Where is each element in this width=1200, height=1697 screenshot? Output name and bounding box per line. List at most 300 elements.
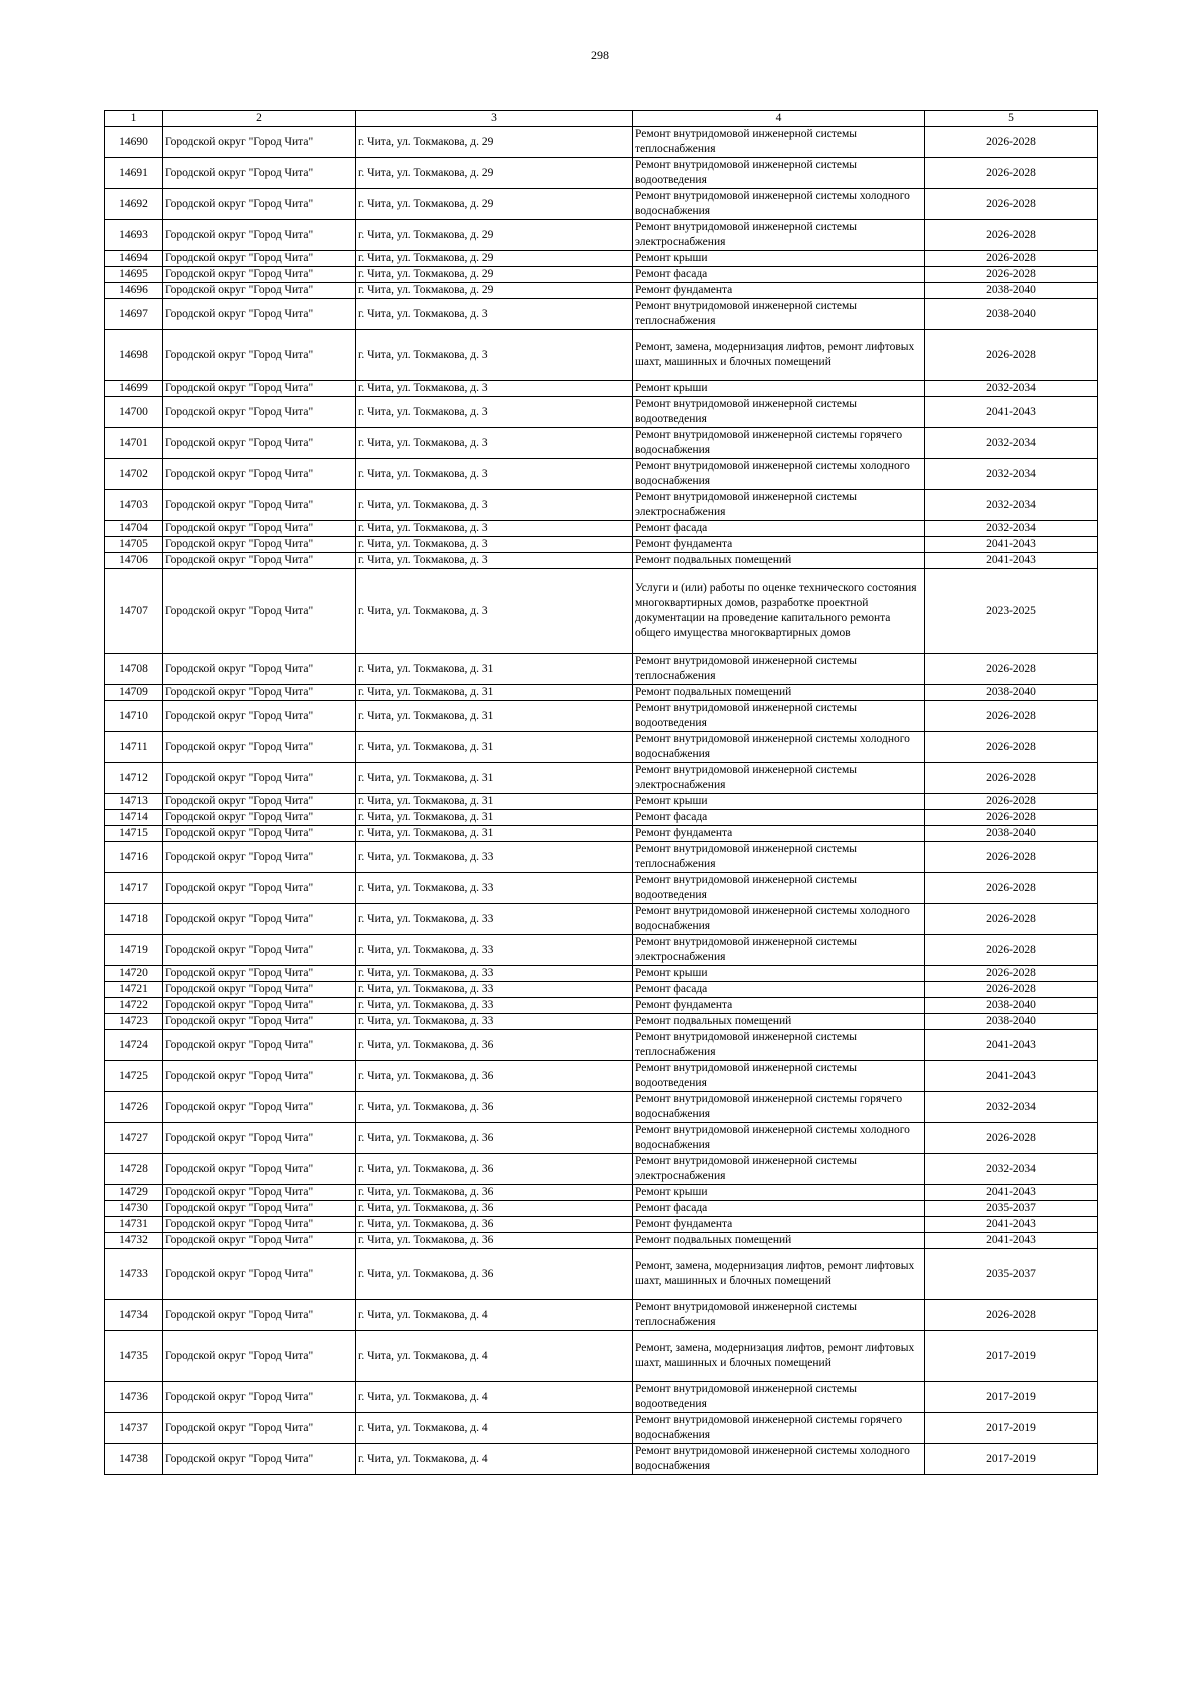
row-number: 14701 [105,428,163,459]
row-work-type: Ремонт подвальных помещений [633,553,925,569]
row-address: г. Чита, ул. Токмакова, д. 33 [356,982,633,998]
row-address: г. Чита, ул. Токмакова, д. 36 [356,1092,633,1123]
row-number: 14713 [105,794,163,810]
row-period: 2026-2028 [925,267,1098,283]
row-municipality: Городской округ "Город Чита" [163,1382,356,1413]
row-period: 2026-2028 [925,1300,1098,1331]
row-period: 2026-2028 [925,873,1098,904]
row-address: г. Чита, ул. Токмакова, д. 29 [356,220,633,251]
row-municipality: Городской округ "Город Чита" [163,490,356,521]
row-address: г. Чита, ул. Токмакова, д. 29 [356,251,633,267]
row-number: 14707 [105,569,163,654]
table-row [105,935,1098,966]
header-col-3: 3 [356,111,633,127]
row-municipality: Городской округ "Город Чита" [163,521,356,537]
row-municipality: Городской округ "Город Чита" [163,1331,356,1382]
row-work-type: Ремонт, замена, модернизация лифтов, ремонт лифтовых шахт, машинных и блочных помещений [633,330,925,381]
row-municipality: Городской округ "Город Чита" [163,220,356,251]
row-period: 2032-2034 [925,428,1098,459]
row-work-type: Ремонт внутридомовой инженерной системы теплоснабжения [633,1030,925,1061]
row-address: г. Чита, ул. Токмакова, д. 3 [356,569,633,654]
row-address: г. Чита, ул. Токмакова, д. 33 [356,873,633,904]
row-period: 2041-2043 [925,1217,1098,1233]
table-row [105,220,1098,251]
table-row [105,553,1098,569]
row-work-type: Ремонт внутридомовой инженерной системы теплоснабжения [633,127,925,158]
row-work-type: Ремонт фундамента [633,283,925,299]
row-number: 14732 [105,1233,163,1249]
row-address: г. Чита, ул. Токмакова, д. 33 [356,842,633,873]
row-number: 14729 [105,1185,163,1201]
row-municipality: Городской округ "Город Чита" [163,1092,356,1123]
row-period: 2026-2028 [925,810,1098,826]
row-municipality: Городской округ "Город Чита" [163,998,356,1014]
table-row [105,299,1098,330]
table-row [105,1331,1098,1382]
table-row [105,381,1098,397]
table-row [105,654,1098,685]
row-number: 14725 [105,1061,163,1092]
row-work-type: Ремонт внутридомовой инженерной системы водоотведения [633,158,925,189]
row-work-type: Ремонт внутридомовой инженерной системы горячего водоснабжения [633,428,925,459]
row-address: г. Чита, ул. Токмакова, д. 33 [356,998,633,1014]
row-number: 14704 [105,521,163,537]
table-row [105,1092,1098,1123]
row-period: 2041-2043 [925,1061,1098,1092]
row-address: г. Чита, ул. Токмакова, д. 3 [356,553,633,569]
row-period: 2032-2034 [925,459,1098,490]
row-work-type: Ремонт подвальных помещений [633,1014,925,1030]
row-municipality: Городской округ "Город Чита" [163,826,356,842]
row-municipality: Городской округ "Город Чита" [163,569,356,654]
row-number: 14697 [105,299,163,330]
row-municipality: Городской округ "Город Чита" [163,251,356,267]
row-period: 2026-2028 [925,732,1098,763]
row-period: 2026-2028 [925,794,1098,810]
row-municipality: Городской округ "Город Чита" [163,381,356,397]
row-address: г. Чита, ул. Токмакова, д. 33 [356,966,633,982]
row-work-type: Ремонт крыши [633,794,925,810]
row-number: 14693 [105,220,163,251]
table-row [105,826,1098,842]
row-period: 2038-2040 [925,299,1098,330]
row-number: 14734 [105,1300,163,1331]
table-row [105,1030,1098,1061]
row-period: 2038-2040 [925,998,1098,1014]
row-work-type: Ремонт фундамента [633,826,925,842]
row-municipality: Городской округ "Город Чита" [163,158,356,189]
row-address: г. Чита, ул. Токмакова, д. 31 [356,794,633,810]
table-row [105,810,1098,826]
row-address: г. Чита, ул. Токмакова, д. 33 [356,904,633,935]
row-number: 14738 [105,1444,163,1475]
table-row [105,982,1098,998]
table-row [105,1249,1098,1300]
row-work-type: Ремонт внутридомовой инженерной системы водоотведения [633,873,925,904]
row-work-type: Ремонт внутридомовой инженерной системы холодного водоснабжения [633,904,925,935]
row-municipality: Городской округ "Город Чита" [163,810,356,826]
row-work-type: Ремонт крыши [633,251,925,267]
row-municipality: Городской округ "Город Чита" [163,330,356,381]
row-work-type: Ремонт внутридомовой инженерной системы холодного водоснабжения [633,1444,925,1475]
table-row [105,1413,1098,1444]
row-address: г. Чита, ул. Токмакова, д. 36 [356,1154,633,1185]
row-municipality: Городской округ "Город Чита" [163,982,356,998]
row-municipality: Городской округ "Город Чита" [163,1014,356,1030]
row-number: 14696 [105,283,163,299]
row-municipality: Городской округ "Город Чита" [163,397,356,428]
row-work-type: Ремонт внутридомовой инженерной системы теплоснабжения [633,654,925,685]
table-row [105,1061,1098,1092]
row-period: 2026-2028 [925,330,1098,381]
row-number: 14702 [105,459,163,490]
header-col-5: 5 [925,111,1098,127]
row-address: г. Чита, ул. Токмакова, д. 29 [356,283,633,299]
row-work-type: Ремонт внутридомовой инженерной системы холодного водоснабжения [633,459,925,490]
row-period: 2032-2034 [925,381,1098,397]
row-work-type: Ремонт внутридомовой инженерной системы электроснабжения [633,763,925,794]
row-period: 2026-2028 [925,842,1098,873]
row-work-type: Ремонт фасада [633,521,925,537]
table-row [105,904,1098,935]
table-row [105,873,1098,904]
row-work-type: Ремонт внутридомовой инженерной системы электроснабжения [633,490,925,521]
row-number: 14737 [105,1413,163,1444]
row-address: г. Чита, ул. Токмакова, д. 3 [356,459,633,490]
header-col-1: 1 [105,111,163,127]
row-period: 2026-2028 [925,1123,1098,1154]
table-row [105,267,1098,283]
row-number: 14694 [105,251,163,267]
row-work-type: Ремонт внутридомовой инженерной системы горячего водоснабжения [633,1413,925,1444]
table-row [105,794,1098,810]
row-number: 14715 [105,826,163,842]
header-col-2: 2 [163,111,356,127]
row-address: г. Чита, ул. Токмакова, д. 3 [356,537,633,553]
row-number: 14720 [105,966,163,982]
row-municipality: Городской округ "Город Чита" [163,459,356,490]
row-period: 2017-2019 [925,1413,1098,1444]
row-period: 2026-2028 [925,251,1098,267]
table-row [105,1444,1098,1475]
table-row [105,1014,1098,1030]
row-work-type: Ремонт внутридомовой инженерной системы горячего водоснабжения [633,1092,925,1123]
row-address: г. Чита, ул. Токмакова, д. 4 [356,1300,633,1331]
row-address: г. Чита, ул. Токмакова, д. 3 [356,381,633,397]
page-number: 298 [591,48,609,62]
row-period: 2038-2040 [925,283,1098,299]
row-municipality: Городской округ "Город Чита" [163,1300,356,1331]
row-work-type: Ремонт крыши [633,1185,925,1201]
row-work-type: Ремонт внутридомовой инженерной системы холодного водоснабжения [633,1123,925,1154]
row-work-type: Ремонт фасада [633,810,925,826]
row-number: 14705 [105,537,163,553]
row-address: г. Чита, ул. Токмакова, д. 36 [356,1185,633,1201]
table-row [105,251,1098,267]
row-municipality: Городской округ "Город Чита" [163,654,356,685]
row-number: 14698 [105,330,163,381]
row-period: 2026-2028 [925,966,1098,982]
row-period: 2026-2028 [925,935,1098,966]
row-municipality: Городской округ "Город Чита" [163,1444,356,1475]
row-period: 2017-2019 [925,1382,1098,1413]
row-municipality: Городской округ "Город Чита" [163,873,356,904]
table-row [105,1201,1098,1217]
row-period: 2026-2028 [925,763,1098,794]
row-number: 14717 [105,873,163,904]
row-address: г. Чита, ул. Токмакова, д. 3 [356,521,633,537]
table-row [105,189,1098,220]
row-period: 2035-2037 [925,1249,1098,1300]
row-address: г. Чита, ул. Токмакова, д. 29 [356,267,633,283]
row-number: 14722 [105,998,163,1014]
row-work-type: Ремонт, замена, модернизация лифтов, ремонт лифтовых шахт, машинных и блочных помещений [633,1249,925,1300]
row-municipality: Городской округ "Город Чита" [163,685,356,701]
table-row [105,732,1098,763]
row-address: г. Чита, ул. Токмакова, д. 31 [356,701,633,732]
row-work-type: Ремонт внутридомовой инженерной системы водоотведения [633,397,925,428]
row-address: г. Чита, ул. Токмакова, д. 33 [356,935,633,966]
table-body [105,127,1098,1475]
row-work-type: Ремонт крыши [633,966,925,982]
table-row [105,127,1098,158]
row-number: 14710 [105,701,163,732]
table-row [105,428,1098,459]
row-municipality: Городской округ "Город Чита" [163,267,356,283]
row-address: г. Чита, ул. Токмакова, д. 36 [356,1217,633,1233]
row-municipality: Городской округ "Город Чита" [163,1123,356,1154]
row-number: 14730 [105,1201,163,1217]
row-address: г. Чита, ул. Токмакова, д. 31 [356,810,633,826]
row-address: г. Чита, ул. Токмакова, д. 3 [356,428,633,459]
table-row [105,521,1098,537]
row-work-type: Ремонт внутридомовой инженерной системы теплоснабжения [633,1300,925,1331]
row-work-type: Ремонт подвальных помещений [633,1233,925,1249]
row-municipality: Городской округ "Город Чита" [163,1061,356,1092]
table-row [105,397,1098,428]
row-number: 14712 [105,763,163,794]
row-municipality: Городской округ "Город Чита" [163,732,356,763]
row-municipality: Городской округ "Город Чита" [163,1249,356,1300]
table-row [105,1185,1098,1201]
row-number: 14703 [105,490,163,521]
row-work-type: Ремонт внутридомовой инженерной системы электроснабжения [633,935,925,966]
row-address: г. Чита, ул. Токмакова, д. 33 [356,1014,633,1030]
row-address: г. Чита, ул. Токмакова, д. 29 [356,158,633,189]
row-municipality: Городской округ "Город Чита" [163,1201,356,1217]
row-period: 2038-2040 [925,685,1098,701]
row-number: 14690 [105,127,163,158]
row-address: г. Чита, ул. Токмакова, д. 36 [356,1233,633,1249]
row-period: 2041-2043 [925,553,1098,569]
row-period: 2026-2028 [925,982,1098,998]
row-number: 14695 [105,267,163,283]
row-number: 14711 [105,732,163,763]
row-period: 2026-2028 [925,701,1098,732]
table-row [105,685,1098,701]
row-municipality: Городской округ "Город Чита" [163,701,356,732]
row-period: 2026-2028 [925,127,1098,158]
row-municipality: Городской округ "Город Чита" [163,794,356,810]
table-row [105,283,1098,299]
row-work-type: Ремонт фасада [633,1201,925,1217]
row-address: г. Чита, ул. Токмакова, д. 4 [356,1413,633,1444]
row-address: г. Чита, ул. Токмакова, д. 4 [356,1331,633,1382]
row-address: г. Чита, ул. Токмакова, д. 3 [356,299,633,330]
row-period: 2026-2028 [925,904,1098,935]
row-number: 14709 [105,685,163,701]
table-row [105,1154,1098,1185]
row-number: 14708 [105,654,163,685]
row-period: 2026-2028 [925,654,1098,685]
row-work-type: Ремонт крыши [633,381,925,397]
row-address: г. Чита, ул. Токмакова, д. 29 [356,127,633,158]
row-work-type: Ремонт фундамента [633,1217,925,1233]
row-address: г. Чита, ул. Токмакова, д. 3 [356,490,633,521]
row-number: 14691 [105,158,163,189]
row-municipality: Городской округ "Город Чита" [163,1154,356,1185]
row-number: 14735 [105,1331,163,1382]
row-period: 2023-2025 [925,569,1098,654]
row-municipality: Городской округ "Город Чита" [163,1217,356,1233]
row-work-type: Ремонт внутридомовой инженерной системы электроснабжения [633,1154,925,1185]
row-address: г. Чита, ул. Токмакова, д. 4 [356,1444,633,1475]
row-period: 2041-2043 [925,1185,1098,1201]
row-work-type: Ремонт внутридомовой инженерной системы холодного водоснабжения [633,189,925,220]
row-work-type: Ремонт внутридомовой инженерной системы водоотведения [633,701,925,732]
row-municipality: Городской округ "Город Чита" [163,299,356,330]
row-municipality: Городской округ "Город Чита" [163,904,356,935]
row-municipality: Городской округ "Город Чита" [163,189,356,220]
table-row [105,842,1098,873]
row-period: 2026-2028 [925,189,1098,220]
row-period: 2026-2028 [925,220,1098,251]
row-period: 2032-2034 [925,1154,1098,1185]
table-row [105,1217,1098,1233]
row-work-type: Ремонт внутридомовой инженерной системы холодного водоснабжения [633,732,925,763]
row-period: 2032-2034 [925,521,1098,537]
row-work-type: Ремонт внутридомовой инженерной системы электроснабжения [633,220,925,251]
row-work-type: Ремонт фасада [633,267,925,283]
row-address: г. Чита, ул. Токмакова, д. 36 [356,1249,633,1300]
row-address: г. Чита, ул. Токмакова, д. 29 [356,189,633,220]
table-row [105,1300,1098,1331]
table-row [105,966,1098,982]
row-period: 2041-2043 [925,397,1098,428]
row-address: г. Чита, ул. Токмакова, д. 36 [356,1201,633,1217]
row-number: 14706 [105,553,163,569]
row-municipality: Городской округ "Город Чита" [163,127,356,158]
table-header [105,111,1098,127]
row-address: г. Чита, ул. Токмакова, д. 3 [356,330,633,381]
row-number: 14714 [105,810,163,826]
row-number: 14699 [105,381,163,397]
row-municipality: Городской округ "Город Чита" [163,428,356,459]
table-row [105,701,1098,732]
header-row [105,111,1098,127]
row-address: г. Чита, ул. Токмакова, д. 31 [356,732,633,763]
row-address: г. Чита, ул. Токмакова, д. 31 [356,826,633,842]
row-work-type: Ремонт фасада [633,982,925,998]
row-address: г. Чита, ул. Токмакова, д. 36 [356,1123,633,1154]
row-period: 2032-2034 [925,1092,1098,1123]
row-period: 2032-2034 [925,490,1098,521]
row-municipality: Городской округ "Город Чита" [163,1185,356,1201]
row-number: 14724 [105,1030,163,1061]
row-number: 14721 [105,982,163,998]
row-address: г. Чита, ул. Токмакова, д. 31 [356,654,633,685]
row-address: г. Чита, ул. Токмакова, д. 3 [356,397,633,428]
row-address: г. Чита, ул. Токмакова, д. 36 [356,1030,633,1061]
row-work-type: Ремонт внутридомовой инженерной системы водоотведения [633,1061,925,1092]
row-work-type: Ремонт фундамента [633,537,925,553]
table-row [105,569,1098,654]
table-row [105,158,1098,189]
row-work-type: Услуги и (или) работы по оценке технического состояния многоквартирных домов, разработке проектной документации на проведение капитального ремонта общего имущества многоквартирных домов [633,569,925,654]
row-work-type: Ремонт внутридомовой инженерной системы теплоснабжения [633,299,925,330]
row-number: 14716 [105,842,163,873]
row-work-type: Ремонт внутридомовой инженерной системы водоотведения [633,1382,925,1413]
row-municipality: Городской округ "Город Чита" [163,283,356,299]
row-number: 14728 [105,1154,163,1185]
table-row [105,1123,1098,1154]
row-period: 2038-2040 [925,826,1098,842]
row-municipality: Городской округ "Город Чита" [163,1030,356,1061]
row-municipality: Городской округ "Город Чита" [163,935,356,966]
table-row [105,459,1098,490]
row-period: 2035-2037 [925,1201,1098,1217]
table-row [105,537,1098,553]
row-municipality: Городской округ "Город Чита" [163,763,356,794]
row-municipality: Городской округ "Город Чита" [163,842,356,873]
row-period: 2017-2019 [925,1331,1098,1382]
table-row [105,330,1098,381]
row-number: 14736 [105,1382,163,1413]
row-municipality: Городской округ "Город Чита" [163,1233,356,1249]
row-period: 2026-2028 [925,158,1098,189]
row-address: г. Чита, ул. Токмакова, д. 36 [356,1061,633,1092]
row-number: 14723 [105,1014,163,1030]
row-address: г. Чита, ул. Токмакова, д. 4 [356,1382,633,1413]
table-row [105,490,1098,521]
row-municipality: Городской округ "Город Чита" [163,537,356,553]
row-municipality: Городской округ "Город Чита" [163,553,356,569]
header-col-4: 4 [633,111,925,127]
row-number: 14727 [105,1123,163,1154]
row-number: 14733 [105,1249,163,1300]
row-period: 2038-2040 [925,1014,1098,1030]
row-number: 14731 [105,1217,163,1233]
row-period: 2017-2019 [925,1444,1098,1475]
table-row [105,763,1098,794]
row-work-type: Ремонт, замена, модернизация лифтов, ремонт лифтовых шахт, машинных и блочных помещений [633,1331,925,1382]
row-period: 2041-2043 [925,1030,1098,1061]
row-address: г. Чита, ул. Токмакова, д. 31 [356,685,633,701]
row-address: г. Чита, ул. Токмакова, д. 31 [356,763,633,794]
row-municipality: Городской округ "Город Чита" [163,1413,356,1444]
row-municipality: Городской округ "Город Чита" [163,966,356,982]
row-number: 14718 [105,904,163,935]
table-row [105,1382,1098,1413]
row-number: 14719 [105,935,163,966]
row-work-type: Ремонт подвальных помещений [633,685,925,701]
row-work-type: Ремонт фундамента [633,998,925,1014]
row-period: 2041-2043 [925,537,1098,553]
row-number: 14692 [105,189,163,220]
row-period: 2041-2043 [925,1233,1098,1249]
row-number: 14700 [105,397,163,428]
capital-repair-table [104,110,1098,1475]
